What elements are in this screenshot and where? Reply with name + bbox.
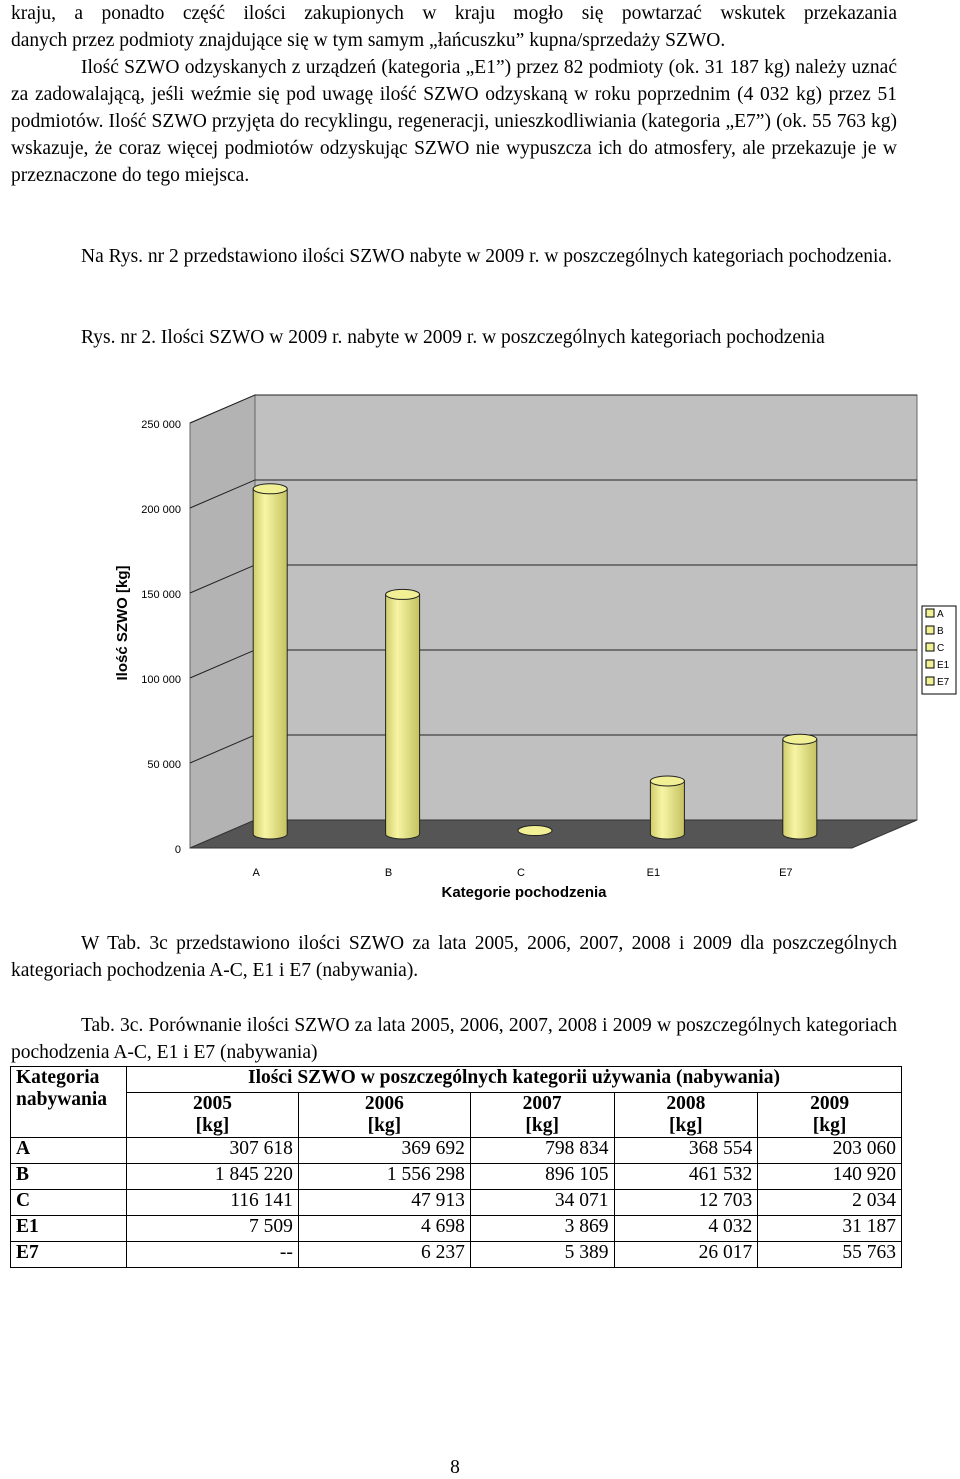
table-caption: Tab. 3c. Porównanie ilości SZWO za lata 2005, 2006, 2007, 2008 i 2009 w poszczególnych kategoriach pochodzenia A-C, E1 i E7 (nabywania) bbox=[11, 1015, 897, 1063]
row-label: E7 bbox=[11, 1242, 127, 1268]
table-cell: 34 071 bbox=[470, 1190, 614, 1216]
table-cell: 12 703 bbox=[614, 1190, 758, 1216]
bar-C bbox=[518, 826, 552, 836]
legend-label: B bbox=[937, 626, 944, 637]
x-tick-label: B bbox=[384, 867, 393, 879]
legend-label: E7 bbox=[937, 677, 950, 688]
szwo-table bbox=[10, 1066, 902, 1268]
legend-label: A bbox=[937, 609, 944, 620]
table-cell: 31 187 bbox=[758, 1216, 902, 1242]
table-cell: 4 032 bbox=[614, 1216, 758, 1242]
paragraph-continued bbox=[11, 0, 897, 54]
table-header-row bbox=[11, 1067, 902, 1093]
bar-E1 bbox=[650, 776, 684, 839]
row-label: E1 bbox=[11, 1216, 127, 1242]
year-header-2008: 2008 [kg] bbox=[614, 1093, 758, 1138]
table-cell: 2 034 bbox=[758, 1190, 902, 1216]
chart-side-wall bbox=[190, 395, 255, 848]
paragraph-line: kraju, a ponadto część ilości zakupionych w kraju mogło się powtarzać wskutek przekazania bbox=[11, 3, 897, 24]
bar-top bbox=[518, 826, 552, 836]
row-label: B bbox=[11, 1164, 127, 1190]
y-tick-label: 0 bbox=[174, 844, 181, 856]
bar-top bbox=[386, 589, 420, 599]
year-header-2005: 2005 [kg] bbox=[127, 1093, 299, 1138]
table-year-row bbox=[11, 1093, 902, 1138]
legend-label: C bbox=[937, 643, 945, 654]
table-cell: 140 920 bbox=[758, 1164, 902, 1190]
table-row bbox=[11, 1216, 902, 1242]
page-number: 8 bbox=[450, 1456, 460, 1478]
bar-top bbox=[650, 776, 684, 786]
year-header-2007: 2007 [kg] bbox=[470, 1093, 614, 1138]
legend-swatch bbox=[926, 677, 934, 685]
bar-body bbox=[650, 781, 684, 839]
table-cell: 26 017 bbox=[614, 1242, 758, 1268]
legend-label: E1 bbox=[937, 660, 950, 671]
paragraph-line: danych przez podmioty znajdujące się w tym samym „łańcuszku” kupna/sprzedaży SZWO. bbox=[11, 30, 726, 51]
legend-swatch bbox=[926, 626, 934, 634]
table-row bbox=[11, 1164, 902, 1190]
bar-E7 bbox=[783, 734, 817, 839]
legend-swatch bbox=[926, 643, 934, 651]
table-cell: 116 141 bbox=[127, 1190, 299, 1216]
bar-body bbox=[253, 489, 287, 839]
table-cell: 461 532 bbox=[614, 1164, 758, 1190]
bar-top bbox=[253, 484, 287, 494]
y-tick-label: 100 000 bbox=[141, 674, 181, 686]
y-tick-label: 50 000 bbox=[147, 759, 181, 771]
table-cell: 47 913 bbox=[298, 1190, 470, 1216]
table-cell: 1 556 298 bbox=[298, 1164, 470, 1190]
legend-swatch bbox=[926, 609, 934, 617]
table-cell: 5 389 bbox=[470, 1242, 614, 1268]
figure-caption: Rys. nr 2. Ilości SZWO w 2009 r. nabyte w 2009 r. w poszczególnych kategoriach pochodzenia bbox=[81, 327, 825, 348]
paragraph-fig-intro: Na Rys. nr 2 przedstawiono ilości SZWO nabyte w 2009 r. w poszczególnych kategoriach pochodzenia. bbox=[81, 246, 892, 267]
table-cell: -- bbox=[127, 1242, 299, 1268]
table-cell: 55 763 bbox=[758, 1242, 902, 1268]
table-cell: 896 105 bbox=[470, 1164, 614, 1190]
table-cell: 307 618 bbox=[127, 1138, 299, 1164]
table-cell: 798 834 bbox=[470, 1138, 614, 1164]
table-cell: 369 692 bbox=[298, 1138, 470, 1164]
chart-back-wall bbox=[255, 395, 917, 820]
bar-body bbox=[386, 594, 420, 839]
bar-B bbox=[386, 589, 420, 839]
table-cell: 7 509 bbox=[127, 1216, 299, 1242]
legend-swatch bbox=[926, 660, 934, 668]
table-row bbox=[11, 1242, 902, 1268]
table-cell: 3 869 bbox=[470, 1216, 614, 1242]
row-label: A bbox=[11, 1138, 127, 1164]
bar-A bbox=[253, 484, 287, 839]
table-cell: 368 554 bbox=[614, 1138, 758, 1164]
y-tick-label: 150 000 bbox=[141, 589, 181, 601]
y-tick-label: 200 000 bbox=[141, 504, 181, 516]
paragraph-e1-e7: Ilość SZWO odzyskanych z urządzeń (kategoria „E1”) przez 82 podmioty (ok. 31 187 kg) należy uznać za zadowalającą, jeśli weźmie się pod uwagę ilość SZWO odzyskaną w roku poprzednim (4 032 kg) przez 51 podmiotów. Ilość SZWO przyjęta do recyklingu, regeneracji, unieszkodliwiania (kategoria „E7”) (ok. 55 763 kg) wskazuje, że coraz więcej podmiotów odzyskując SZWO nie wypuszcza ich do atmosfery, ale przekazuje je w przeznaczone do tego miejsca. bbox=[11, 57, 897, 186]
row-label: C bbox=[11, 1190, 127, 1216]
table-row bbox=[11, 1190, 902, 1216]
table-cell: 4 698 bbox=[298, 1216, 470, 1242]
x-tick-label: E7 bbox=[779, 867, 793, 879]
col-group-header: Ilości SZWO w poszczególnych kategorii używania (nabywania) bbox=[127, 1067, 902, 1093]
table-cell: 6 237 bbox=[298, 1242, 470, 1268]
table-cell: 203 060 bbox=[758, 1138, 902, 1164]
bar-body bbox=[783, 739, 817, 839]
x-tick-label: C bbox=[517, 867, 525, 879]
x-axis-title: Kategorie pochodzenia bbox=[441, 884, 607, 901]
year-header-2009: 2009 [kg] bbox=[758, 1093, 902, 1138]
paragraph-table-intro: W Tab. 3c przedstawiono ilości SZWO za lata 2005, 2006, 2007, 2008 i 2009 dla poszczególnych kategoriach pochodzenia A-C, E1 i E7 (nabywania). bbox=[11, 933, 897, 981]
table-row bbox=[11, 1138, 902, 1164]
y-axis-title: Ilość SZWO [kg] bbox=[114, 565, 131, 681]
bar-top bbox=[783, 734, 817, 744]
table-cell: 1 845 220 bbox=[127, 1164, 299, 1190]
bar-chart-3d bbox=[0, 378, 960, 908]
year-header-2006: 2006 [kg] bbox=[298, 1093, 470, 1138]
x-tick-label: E1 bbox=[646, 867, 661, 879]
y-tick-label: 250 000 bbox=[141, 419, 181, 431]
col-header-category: Kategoria nabywania bbox=[11, 1067, 127, 1138]
x-tick-label: A bbox=[252, 867, 260, 879]
legend bbox=[922, 606, 956, 694]
